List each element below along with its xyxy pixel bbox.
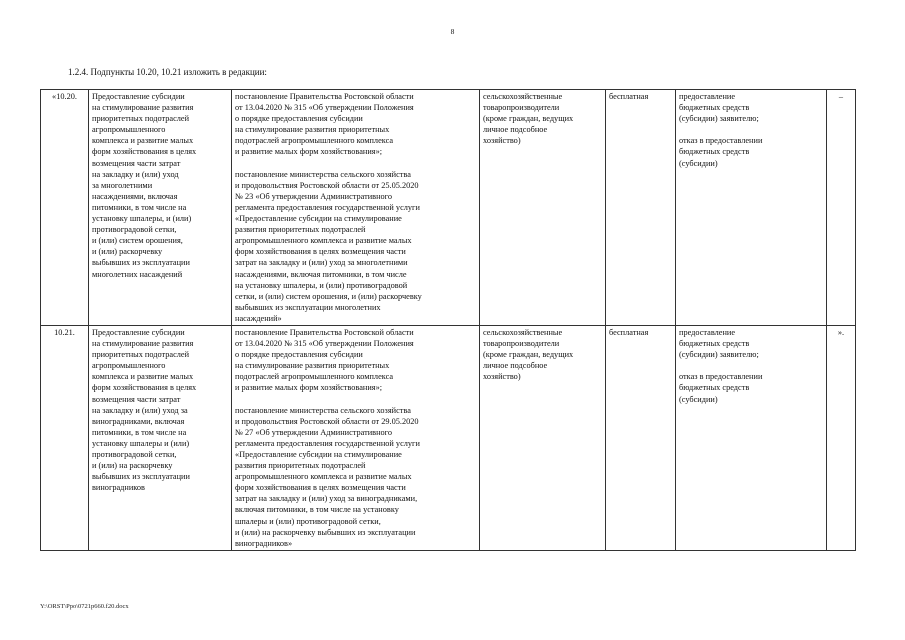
service-name-cell [89, 90, 232, 326]
text-line: бюджетных средств [679, 103, 750, 113]
text-line: хозяйство) [483, 136, 521, 146]
text-line: «Предоставление субсидии на стимулирование [235, 214, 402, 224]
file-path-footer: Y:\ORST\Ppo\0721p660.f20.docx [40, 603, 129, 610]
text-line: агропромышленного комплекса и развитие малых [235, 472, 412, 482]
text-line: виноградниками, включая [92, 416, 185, 426]
result-cell [676, 90, 827, 326]
text-line: установку шпалеры, и (или) [92, 214, 192, 224]
table-row [41, 90, 856, 326]
last-column-cell: ». [827, 325, 856, 550]
paragraph-gap [679, 124, 823, 135]
text-line: на стимулирование развития [92, 103, 194, 113]
text-line: питомники, в том числе на [92, 427, 187, 437]
text-line: агропромышленного комплекса и развитие малых [235, 236, 412, 246]
text-line: возмещения части затрат [92, 394, 181, 404]
text-line: о порядке предоставления субсидии [235, 350, 363, 360]
text-line: и развитие малых форм хозяйствования»; [235, 383, 383, 393]
text-line: виноградников» [235, 538, 293, 548]
service-name-cell [89, 325, 232, 550]
text-line: и (или) на раскорчевку выбывших из эксплуатации [235, 527, 416, 537]
text-line: на закладку и (или) уход [92, 169, 179, 179]
text-line: сельскохозяйственные [483, 327, 563, 337]
text-line: противоградовой сетки, [92, 450, 177, 459]
text-line: предоставление [679, 92, 736, 101]
text-line: и (или) раскорчевку [92, 247, 163, 257]
text-line: отказ в предоставлении [679, 136, 763, 146]
text-line: комплекса и развитие малых [92, 372, 194, 382]
text-line: бюджетных средств [679, 339, 750, 349]
text-line: № 27 «Об утверждении Административного [235, 427, 393, 437]
paragraph-gap [679, 360, 823, 371]
text-line: выбывших из эксплуатации [92, 258, 190, 268]
text-line: Предоставление субсидии [92, 327, 185, 337]
text-line: «Предоставление субсидии на стимулирование [235, 450, 402, 459]
text-line: Предоставление субсидии [92, 92, 185, 101]
text-line: бюджетных средств [679, 147, 750, 157]
text-line: постановление Правительства Ростовской области [235, 92, 414, 101]
text-line: насаждениями, включая [92, 191, 178, 201]
row-number: 10.21. [41, 325, 89, 550]
text-line: (кроме граждан, ведущих [483, 114, 574, 124]
recipients-cell [480, 325, 606, 550]
text-line: личное подсобное [483, 125, 548, 135]
text-line: виноградников [92, 483, 145, 493]
text-line: приоритетных подотраслей [92, 114, 190, 124]
text-line: подотраслей агропромышленного комплекса [235, 136, 394, 146]
text-line: за многолетними [92, 180, 153, 190]
text-line: питомники, в том числе на [92, 202, 187, 212]
text-line: сельскохозяйственные [483, 92, 563, 101]
text-line: форм хозяйствования в целях возмещения части [235, 483, 406, 493]
text-line: регламента предоставления государственной услуги [235, 438, 420, 448]
text-line: подотраслей агропромышленного комплекса [235, 372, 394, 382]
text-line: на стимулирование развития приоритетных [235, 125, 390, 135]
text-line: агропромышленного [92, 125, 166, 135]
text-line: установку шпалеры и (или) [92, 438, 190, 448]
text-line: выбывших из эксплуатации многолетних [235, 302, 381, 312]
text-line: товаропроизводители [483, 339, 560, 349]
text-line: о порядке предоставления субсидии [235, 114, 363, 124]
text-line: насаждений» [235, 313, 282, 323]
text-line: постановление министерства сельского хозяйства [235, 169, 411, 179]
text-line: затрат на закладку и (или) уход за виноградниками, [235, 494, 418, 504]
table-row [41, 325, 856, 550]
text-line: бюджетных средств [679, 383, 750, 393]
text-line: и (или) систем орошения, [92, 236, 183, 246]
legal-basis-cell [232, 325, 480, 550]
text-line: приоритетных подотраслей [92, 350, 190, 360]
text-line: шпалеры и (или) противоградовой сетки, [235, 516, 381, 526]
text-line: возмещения части затрат [92, 158, 181, 168]
table-body [41, 90, 856, 551]
text-line: и развитие малых форм хозяйствования»; [235, 147, 383, 157]
result-cell [676, 325, 827, 550]
text-line: выбывших из эксплуатации [92, 472, 190, 482]
text-line: товаропроизводители [483, 103, 560, 113]
text-line: постановление министерства сельского хозяйства [235, 405, 411, 415]
text-line: регламента предоставления государственной услуги [235, 202, 420, 212]
text-line: на установку шпалеры, и (или) противоградовой [235, 280, 408, 290]
text-line: на стимулирование развития приоритетных [235, 361, 390, 371]
page-number: 8 [450, 27, 455, 36]
text-line: от 13.04.2020 № 315 «Об утверждении Положения [235, 339, 414, 349]
text-line: от 13.04.2020 № 315 «Об утверждении Положения [235, 103, 414, 113]
text-line: форм хозяйствования в целях [92, 147, 197, 157]
text-line: агропромышленного [92, 361, 166, 371]
text-line: многолетних насаждений [92, 269, 183, 279]
text-line: комплекса и развитие малых [92, 136, 194, 146]
text-line: и продовольствия Ростовской области от 25.05.2020 [235, 180, 419, 190]
text-line: форм хозяйствования в целях [92, 383, 197, 393]
text-line: (субсидии) заявителю; [679, 350, 759, 360]
text-line: отказ в предоставлении [679, 372, 763, 382]
legal-basis-cell [232, 90, 480, 326]
text-line: личное подсобное [483, 361, 548, 371]
text-line: (субсидии) [679, 158, 718, 168]
text-line: постановление Правительства Ростовской области [235, 327, 414, 337]
text-line: и (или) на раскорчевку [92, 461, 173, 471]
text-line: затрат на закладку и (или) уход за многолетними [235, 258, 408, 268]
text-line: развития приоритетных подотраслей [235, 225, 366, 235]
text-line: форм хозяйствования в целях возмещения части [235, 247, 406, 257]
text-line: хозяйство) [483, 372, 521, 382]
text-line: и продовольствия Ростовской области от 29.05.2020 [235, 416, 419, 426]
last-column-cell: – [827, 90, 856, 326]
text-line: (кроме граждан, ведущих [483, 350, 574, 360]
intro-text: 1.2.4. Подпункты 10.20, 10.21 изложить в редакции: [68, 67, 267, 77]
text-line: насаждениями, включая питомники, в том числе [235, 269, 407, 279]
text-line: на закладку и (или) уход за [92, 405, 188, 415]
text-line: на стимулирование развития [92, 339, 194, 349]
text-line: включая питомники, в том числе на установку [235, 505, 399, 515]
payment-cell: бесплатная [606, 325, 676, 550]
payment-cell: бесплатная [606, 90, 676, 326]
text-line: (субсидии) [679, 394, 718, 404]
paragraph-gap [235, 394, 476, 405]
text-line: противоградовой сетки, [92, 225, 177, 235]
text-line: № 23 «Об утверждении Административного [235, 191, 393, 201]
row-number: «10.20. [41, 90, 89, 326]
text-line: сетки, и (или) систем орошения, и (или) раскорчевку [235, 291, 422, 301]
paragraph-gap [235, 158, 476, 169]
text-line: (субсидии) заявителю; [679, 114, 759, 124]
services-table [40, 89, 856, 551]
text-line: развития приоритетных подотраслей [235, 461, 366, 471]
recipients-cell [480, 90, 606, 326]
text-line: предоставление [679, 327, 736, 337]
